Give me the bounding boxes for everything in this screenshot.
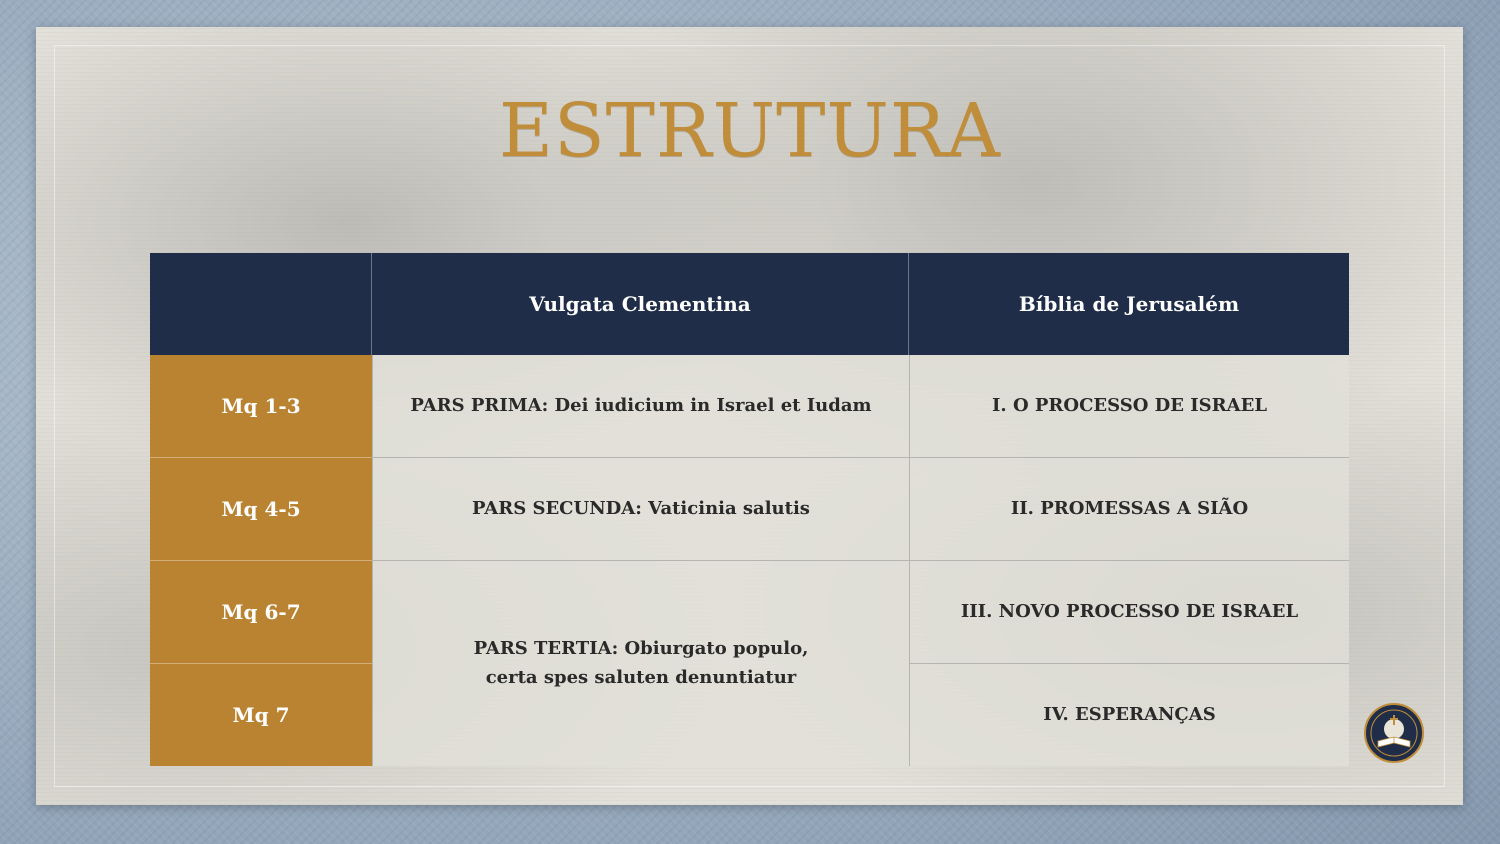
institution-logo-icon bbox=[1364, 703, 1424, 763]
row-label-mq-7: Mq 7 bbox=[150, 664, 372, 766]
header-empty bbox=[150, 253, 372, 355]
structure-table bbox=[150, 253, 1349, 766]
row-label-mq-4-5: Mq 4-5 bbox=[150, 458, 372, 561]
jerusalem-item-2: II. PROMESSAS A SIÃO bbox=[909, 458, 1349, 561]
header-jerusalem: Bíblia de Jerusalém bbox=[909, 253, 1349, 355]
jerusalem-item-3: III. NOVO PROCESSO DE ISRAEL bbox=[909, 561, 1349, 664]
row-label-mq-1-3: Mq 1-3 bbox=[150, 355, 372, 458]
vulgata-pars-tertia bbox=[372, 561, 909, 766]
jerusalem-item-1: I. O PROCESSO DE ISRAEL bbox=[909, 355, 1349, 458]
vulgata-pars-tertia-line-1: PARS TERTIA: Obiurgato populo, bbox=[473, 637, 809, 659]
jerusalem-item-4: IV. ESPERANÇAS bbox=[909, 664, 1349, 766]
row-label-mq-6-7: Mq 6-7 bbox=[150, 561, 372, 664]
vulgata-pars-secunda: PARS SECUNDA: Vaticinia salutis bbox=[372, 458, 909, 561]
slide-title: ESTRUTURA bbox=[498, 88, 1002, 174]
header-vulgata: Vulgata Clementina bbox=[372, 253, 909, 355]
vulgata-pars-tertia-line-2: certa spes saluten denuntiatur bbox=[485, 666, 797, 688]
vulgata-pars-prima: PARS PRIMA: Dei iudicium in Israel et Iudam bbox=[372, 355, 909, 458]
